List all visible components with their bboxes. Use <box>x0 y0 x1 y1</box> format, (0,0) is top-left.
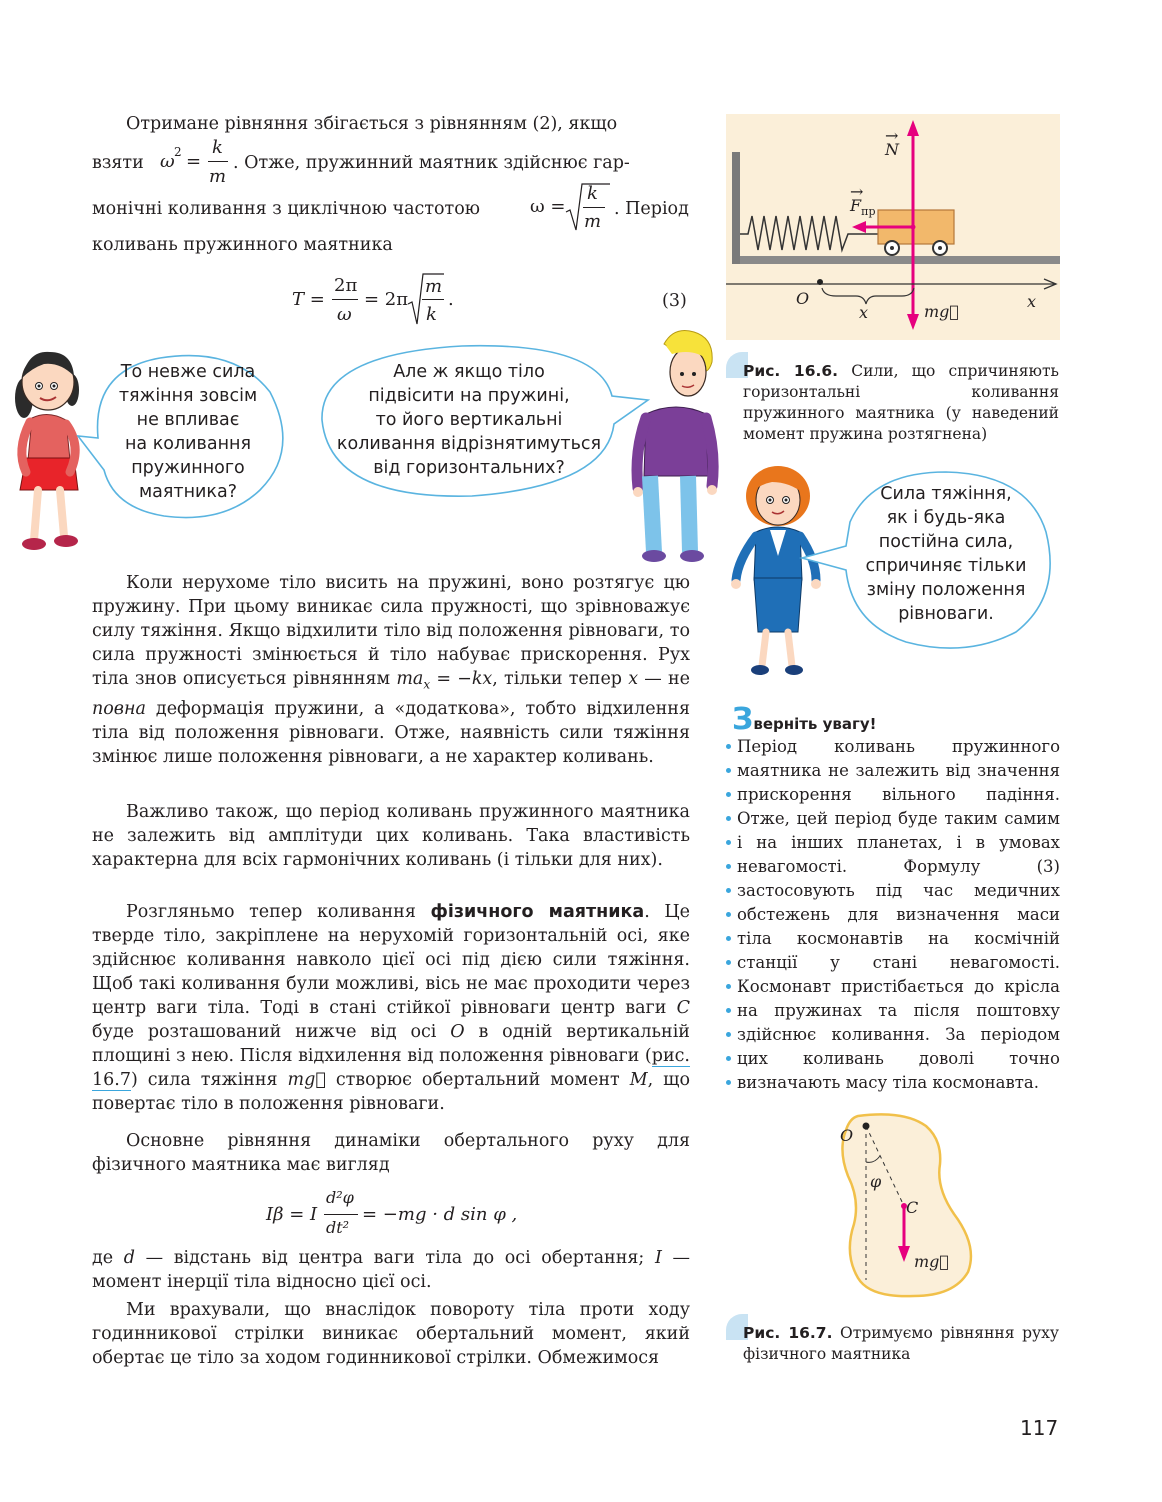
formula-rotational-dynamics: Iβ = I d²φ dt² = −mg · d sin φ , <box>266 1188 518 1237</box>
note-dots <box>726 732 732 1092</box>
paragraph-definitions: де d — відстань від центра ваги тіла до осі обертання; I — момент інерції тіла відносно цієї осі. <box>92 1248 690 1292</box>
fig166-label-O: O <box>796 289 810 308</box>
caption-16-6: Рис. 16.6. Сили, що спричиняють горизонтальні коливання пружинного маятника (у наведений момент пружина розтягнена) <box>743 362 1059 443</box>
fig167-label-mg: mg <box>914 1252 950 1271</box>
figure-link-16-7[interactable]: рис. 16.7 <box>92 1046 690 1090</box>
intro-line-1: Отримане рівняння збігається з рівнянням (2), якщо <box>126 114 618 134</box>
intro-line-2b: . Отже, пружинний маятник здійснює гар- <box>233 153 630 173</box>
fig166-label-x-brace: x <box>859 303 869 322</box>
fig167-label-O: O <box>840 1126 854 1145</box>
fig166-label-F: → $F_{пр}$ <box>850 182 876 219</box>
bubble-girl-text: То невже сила тяжіння зовсім не впливає на коливання пружинного маятника? <box>118 362 258 502</box>
paragraph-physical-pendulum: Розгляньмо тепер коливання фізичного маятника. Це тверде тіло, закріплене на нерухомій горизонтальній осі, яке здійснює коливання навколо цієї осі під дією сили тяжіння. Щоб такі коливання були можливі, вісь не має проходити через центр ваги тіла. Тоді в стані стійкої рівноваги центр ваги C буде розташований нижче від осі O в одній вертикальній площині з нею. Після відхилення від положення рівноваги (рис. 16.7) сила тяжіння mg створює обертальний момент M, що повертає тіло в положення рівноваги. <box>92 902 690 1114</box>
intro-line-3b: . Період <box>614 199 689 219</box>
paragraph-rotation-equation: Основне рівняння динаміки обертального руху для фізичного маятника має вигляд <box>92 1131 690 1175</box>
paragraph-intro <box>92 112 690 136</box>
fig167-label-phi: φ <box>870 1172 882 1191</box>
intro-line-4: коливань пружинного маятника <box>92 235 393 255</box>
caption-16-7: Рис. 16.7. Отримуємо рівняння руху фізичного маятника <box>743 1324 1059 1363</box>
formula-period: T = 2π ω = 2π m k . <box>292 275 454 325</box>
note-title: верніть увагу! <box>753 715 877 733</box>
note-header <box>732 702 877 737</box>
fig167-label-C: C <box>906 1198 919 1217</box>
formula-omega-sqrt: ω = k m <box>530 180 620 236</box>
intro-line-3: монічні коливання з циклічною частотою <box>92 199 480 219</box>
paragraph-amplitude: Важливо також, що період коливань пружинного маятника не залежить від амплітуди цих коливань. Така властивість характерна для всіх гармонічних коливань (і тільки для них). <box>92 802 690 870</box>
intro-line-2: взяти <box>92 153 144 173</box>
paragraph-vertical-spring: Коли нерухоме тіло висить на пружині, воно розтягує цю пружину. При цьому виникає сила пружності, що зрівноважує силу тяжіння. Якщо відхилити тіло від положення рівноваги, то сила пружності змінюється й тіло набуває прискорення. Рух тіла знов описується рівнянням $ma_x = -kx$, тільки тепер x — не повна деформація пружини, а «додаткова», тобто відхилення тіла від положення рівноваги. Отже, наявність сили тяжіння змінює лише положення рівноваги, а не характер коливань. <box>92 573 690 767</box>
fig166-label-x-axis: x <box>1027 292 1037 311</box>
equation-number-3: (3) <box>662 291 687 311</box>
fig166-label-N: N → <box>885 126 899 159</box>
paragraph-torque-direction: Ми врахували, що внаслідок повороту тіла проти ходу годинникової стрілки виникає обертальний момент, який обертає це тіло за ходом годинникової стрілки. Обмежимося <box>92 1300 690 1368</box>
formula-omega-squared: ω 2 = k m <box>160 137 227 187</box>
term-physical-pendulum: фізичного маятника <box>430 902 645 922</box>
note-text: Період коливань пружинного маятника не залежить від значення прискорення вільного падіння. Отже, цей період буде таким самим і на інших планетах, і в умовах невагомості. Формулу (3) застосовують під час медичних обстежень для визначення маси тіла космонавтів на космічній станції у стані невагомості. Космонавт пристібається до крісла на пружинах та після поштовху здійснює коливання. За періодом цих коливань доволі точно визначають масу тіла космонавта. <box>737 737 1060 1092</box>
page-number: 117 <box>1020 1416 1059 1440</box>
bubble-woman-text: Сила тяжіння, як і будь-яка постійна сила, спричиняє тільки зміну положення рівноваги. <box>865 484 1027 624</box>
bubble-boy-text: Але ж якщо тіло підвісити на пружині, то його вертикальні коливання відрізнятимуться від горизонтальних? <box>336 362 602 478</box>
boy-illustration <box>628 326 720 566</box>
fig166-label-mg: mg <box>924 302 960 321</box>
note-letter: З <box>732 702 754 737</box>
